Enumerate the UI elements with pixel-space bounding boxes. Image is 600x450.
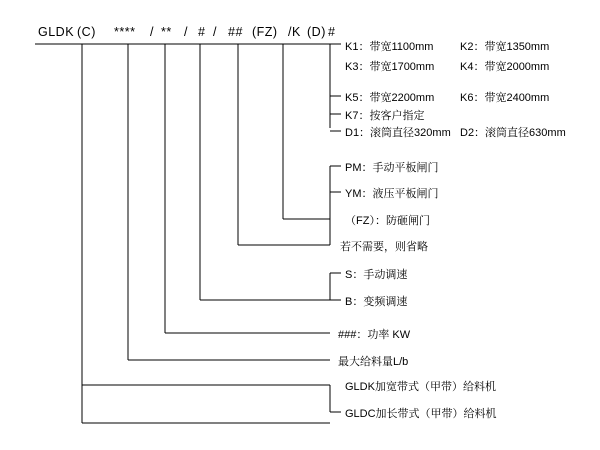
note-k2: K2：带宽1350mm <box>460 41 550 53</box>
code-sep-3: / <box>213 25 217 39</box>
note-k1: K1：带宽1100mm <box>345 41 434 53</box>
note-gate-ym: YM：液压平板闸门 <box>345 188 439 200</box>
code-sep-1: / <box>150 25 154 39</box>
code-part-gate: ## <box>228 25 243 39</box>
code-part-gldk: GLDK <box>38 25 75 39</box>
note-k6: K6：带宽2400mm <box>460 92 550 104</box>
code-part-fz: (FZ) <box>252 25 278 39</box>
code-part-capacity: **** <box>114 25 136 39</box>
note-d1: D1：滚筒直径320mm <box>345 127 451 139</box>
note-k5: K5：带宽2200mm <box>345 92 435 104</box>
note-speed-manual: S：手动调速 <box>345 269 408 281</box>
note-d2: D2：滚筒直径630mm <box>460 127 566 139</box>
note-gate-pm: PM：手动平板闸门 <box>345 162 439 174</box>
code-part-k: /K <box>288 25 301 39</box>
code-part-hash: # <box>328 25 336 39</box>
note-gate-optional: 若不需要，则省略 <box>340 241 428 253</box>
note-model-gldc: GLDC加长带式（甲带）给料机 <box>345 408 497 420</box>
code-sep-2: / <box>184 25 188 39</box>
code-part-c: (C) <box>77 25 96 39</box>
note-k7: K7：按客户指定 <box>345 110 425 122</box>
note-power: ###：功率 KW <box>338 329 411 341</box>
code-part-speed: # <box>198 25 206 39</box>
note-k4: K4：带宽2000mm <box>460 61 550 73</box>
code-part-d: (D) <box>307 25 326 39</box>
code-part-power: ** <box>161 25 172 39</box>
note-feed-capacity: 最大给料量L/b <box>338 356 409 368</box>
note-k3: K3：带宽1700mm <box>345 61 435 73</box>
note-gate-fz: （FZ）：防砸闸门 <box>345 215 430 227</box>
note-speed-vfd: B：变频调速 <box>345 296 408 308</box>
note-model-gldk: GLDK加宽带式（甲带）给料机 <box>345 381 496 393</box>
